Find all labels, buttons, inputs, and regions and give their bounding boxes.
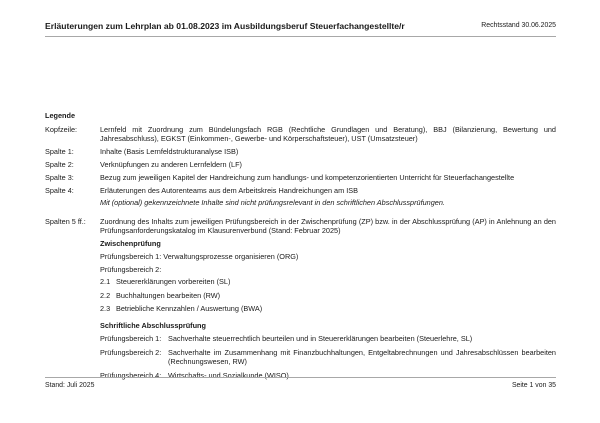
legend-text: Verknüpfungen zu anderen Lernfeldern (LF) xyxy=(100,159,242,169)
ap-text: Wirtschafts- und Sozialkunde (WISO) xyxy=(168,371,289,381)
ap-row-bereich-2 xyxy=(100,348,556,367)
footer-stand: Stand: Juli 2025 xyxy=(45,382,95,389)
legend-label xyxy=(45,198,100,207)
legend-label: Spalte 4: xyxy=(45,185,74,195)
legend-row-spalte-4 xyxy=(45,186,556,195)
ap-row-bereich-1 xyxy=(100,334,556,343)
ap-text: Sachverhalte im Zusammenhang mit Finanzbuchhaltungen, Entgeltabrechnungen und Jahresabschlüssen bearbeiten (Rechnungswesen, RW) xyxy=(168,347,556,367)
legend-row-spalten-5ff xyxy=(45,217,556,236)
legend-text: Erläuterungen des Autorenteams aus dem Arbeitskreis Handreichungen am ISB xyxy=(100,185,358,195)
zp-item-2-3 xyxy=(100,304,556,313)
abschlusspruefung-heading: Schriftliche Abschlussprüfung xyxy=(100,321,206,331)
document-title: Erläuterungen zum Lehrplan ab 01.08.2023 im Ausbildungsberuf Steuerfachangestellte/r xyxy=(45,21,405,31)
legend-label: Spalten 5 ff.: xyxy=(45,216,86,226)
item-number: 2.1 xyxy=(100,277,111,287)
legend-row-spalte-3 xyxy=(45,173,556,182)
footer-page-number: Seite 1 von 35 xyxy=(511,382,556,389)
legend-label: Spalte 3: xyxy=(45,172,74,182)
legend-label: Kopfzeile: xyxy=(45,124,78,134)
ap-label: Prüfungsbereich 1: xyxy=(100,333,162,343)
item-text: Steuererklärungen vorbereiten (SL) xyxy=(116,277,231,287)
page-footer xyxy=(45,377,556,390)
page-body xyxy=(45,111,556,385)
item-text: Buchhaltungen bearbeiten (RW) xyxy=(116,290,221,300)
item-number: 2.3 xyxy=(100,303,111,313)
pruefungsbereich-1-line: Prüfungsbereich 1: Verwaltungsprozesse organisieren (ORG) xyxy=(100,251,299,261)
ap-text: Sachverhalte steuerrechtlich beurteilen und in Steuererklärungen bearbeiten (Steuerlehre, SL) xyxy=(168,333,473,343)
zwischenpruefung-section xyxy=(100,239,556,313)
legend-label: Spalte 1: xyxy=(45,147,74,157)
zp-item-2-1 xyxy=(100,277,556,286)
zp-item-2-2 xyxy=(100,291,556,300)
abschlusspruefung-section xyxy=(100,321,556,381)
legend-row-spalte-2 xyxy=(45,160,556,169)
item-text: Betriebliche Kennzahlen / Auswertung (BWA) xyxy=(116,303,263,313)
rechtsstand-label: Rechtsstand 30.06.2025 xyxy=(481,22,556,29)
ap-label: Prüfungsbereich 2: xyxy=(100,347,162,357)
legend-text: Zuordnung des Inhalts zum jeweiligen Prüfungsbereich in der Zwischenprüfung (ZP) bzw. in der Abschlussprüfung (AP) in Anlehnung an den Prüfungsanforderungskatalog im Klausurenverbund (Stand: Februar 2025) xyxy=(100,216,556,236)
pruefungsbereich-2-line: Prüfungsbereich 2: xyxy=(100,264,162,274)
item-number: 2.2 xyxy=(100,290,111,300)
legend-text: Inhalte (Basis Lernfeldstrukturanalyse ISB) xyxy=(100,147,239,157)
legend-text: Lernfeld mit Zuordnung zum Bündelungsfach RGB (Rechtliche Grundlagen und Beratung), BBJ (Bilanzierung, Bewertung und Jahresabschluss), EGKST (Einkommen-, Gewerbe- und Körperschaftsteuer), UST (Umsatzsteuer) xyxy=(100,124,556,144)
zwischenpruefung-heading: Zwischenprüfung xyxy=(100,238,161,248)
optional-note-text: Mit (optional) gekennzeichnete Inhalte sind nicht prüfungsrelevant in den schriftlichen Abschlussprüfungen. xyxy=(100,198,445,208)
page-header xyxy=(45,21,556,37)
legend-label: Spalte 2: xyxy=(45,159,74,169)
legend-row-spalte-1 xyxy=(45,147,556,156)
legend-heading: Legende xyxy=(45,111,76,120)
legend-row-optional-note xyxy=(45,198,556,207)
legend-text: Bezug zum jeweiligen Kapitel der Handreichung zum handlungs- und kompetenzorientierten Unterricht für Steuerfachangestellte xyxy=(100,172,515,182)
ap-label: Prüfungsbereich 4: xyxy=(100,371,162,381)
legend-row-kopfzeile xyxy=(45,125,556,144)
